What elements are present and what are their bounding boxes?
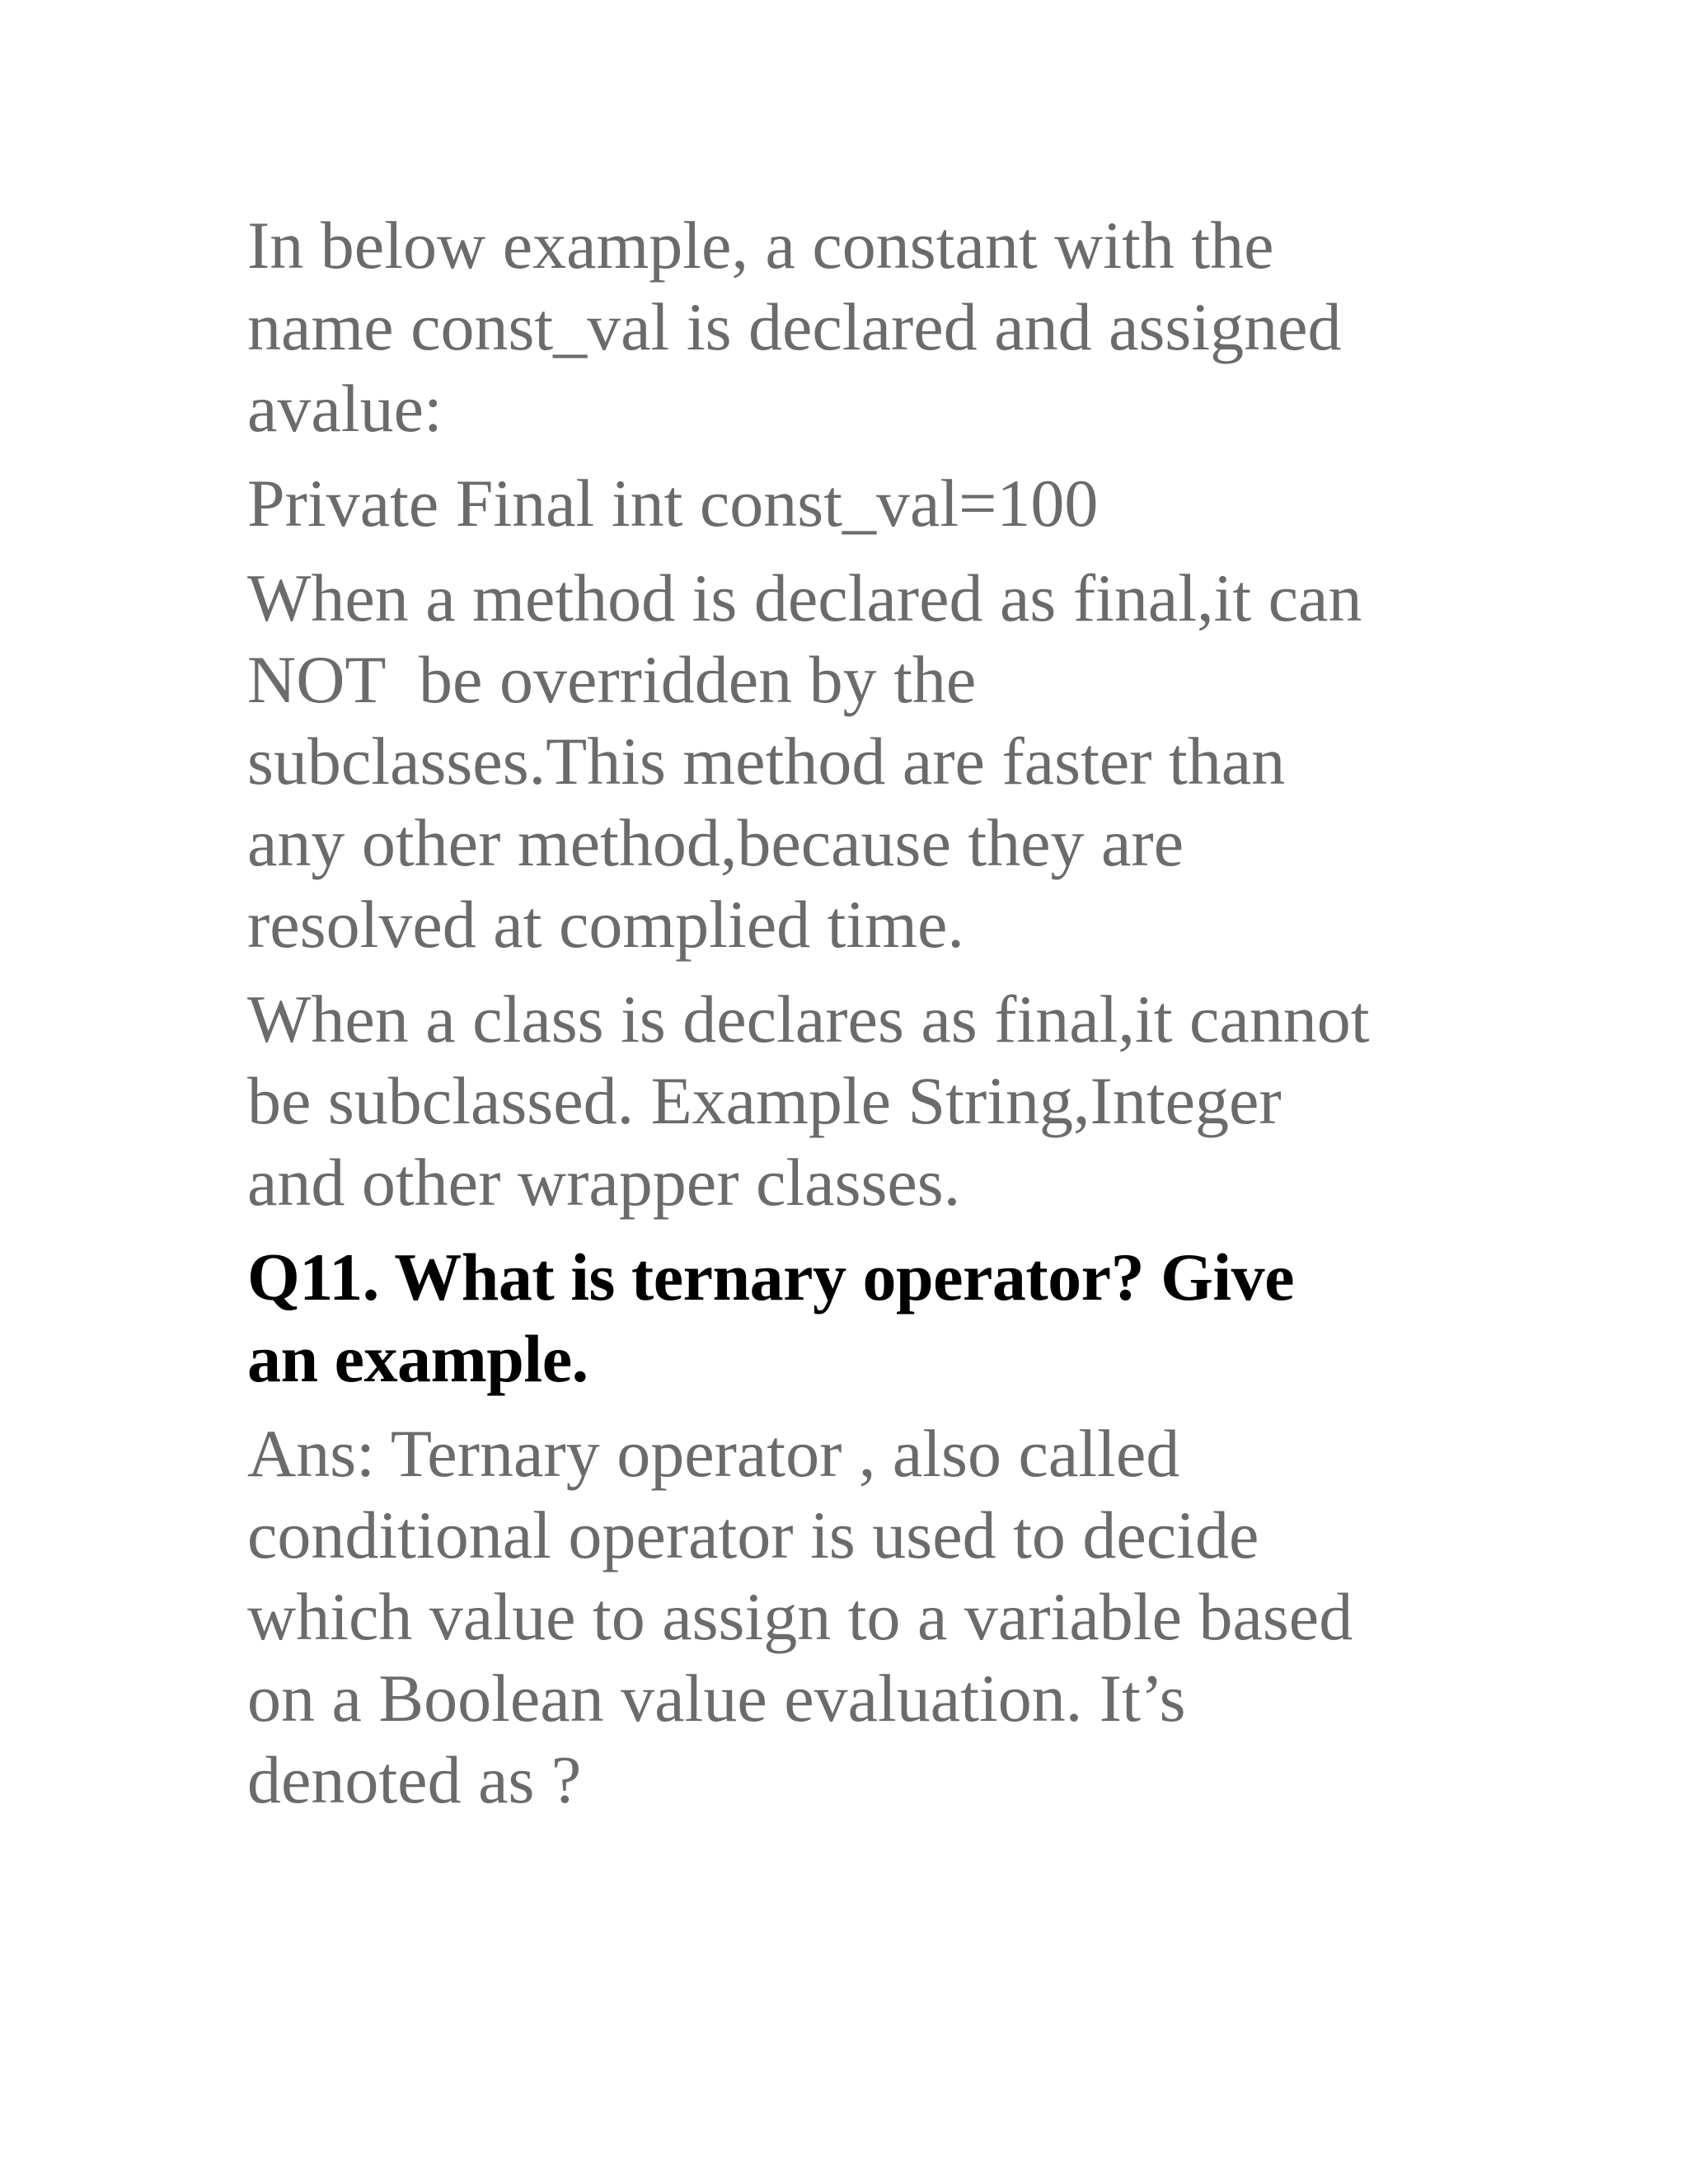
text-line: which value to assign to a variable based bbox=[247, 1579, 1353, 1654]
answer-paragraph bbox=[247, 1413, 1467, 1821]
text-line: and other wrapper classes. bbox=[247, 1145, 961, 1220]
text-line: conditional operator is used to decide bbox=[247, 1497, 1259, 1572]
text-line: any other method,because they are bbox=[247, 805, 1184, 880]
paragraph-final-method bbox=[247, 557, 1467, 965]
text-line: When a method is declared as final,it can bbox=[247, 560, 1362, 635]
text-line: subclasses.This method are faster than bbox=[247, 724, 1286, 799]
text-line: Private Final int const_val=100 bbox=[247, 466, 1099, 541]
text-line: In below example, a constant with the bbox=[247, 208, 1274, 283]
text-line: Ans: Ternary operator , also called bbox=[247, 1416, 1180, 1491]
document-page bbox=[247, 204, 1467, 1834]
question-heading bbox=[247, 1236, 1467, 1399]
text-line: an example. bbox=[247, 1321, 588, 1396]
text-line: name const_val is declared and assigned bbox=[247, 289, 1342, 364]
text-line: NOT be overridden by the bbox=[247, 642, 977, 717]
text-line: resolved at complied time. bbox=[247, 887, 964, 962]
text-line: be subclassed. Example String,Integer bbox=[247, 1063, 1282, 1138]
text-line: on a Boolean value evaluation. It’s bbox=[247, 1661, 1186, 1736]
text-line: avalue: bbox=[247, 371, 443, 446]
text-line: Q11. What is ternary operator? Give bbox=[247, 1240, 1295, 1315]
text-line: denoted as ? bbox=[247, 1742, 582, 1817]
paragraph-constant-example bbox=[247, 204, 1467, 449]
paragraph-final-class bbox=[247, 978, 1467, 1223]
text-line: When a class is declares as final,it cannot bbox=[247, 982, 1370, 1057]
paragraph-code-line bbox=[247, 462, 1467, 544]
